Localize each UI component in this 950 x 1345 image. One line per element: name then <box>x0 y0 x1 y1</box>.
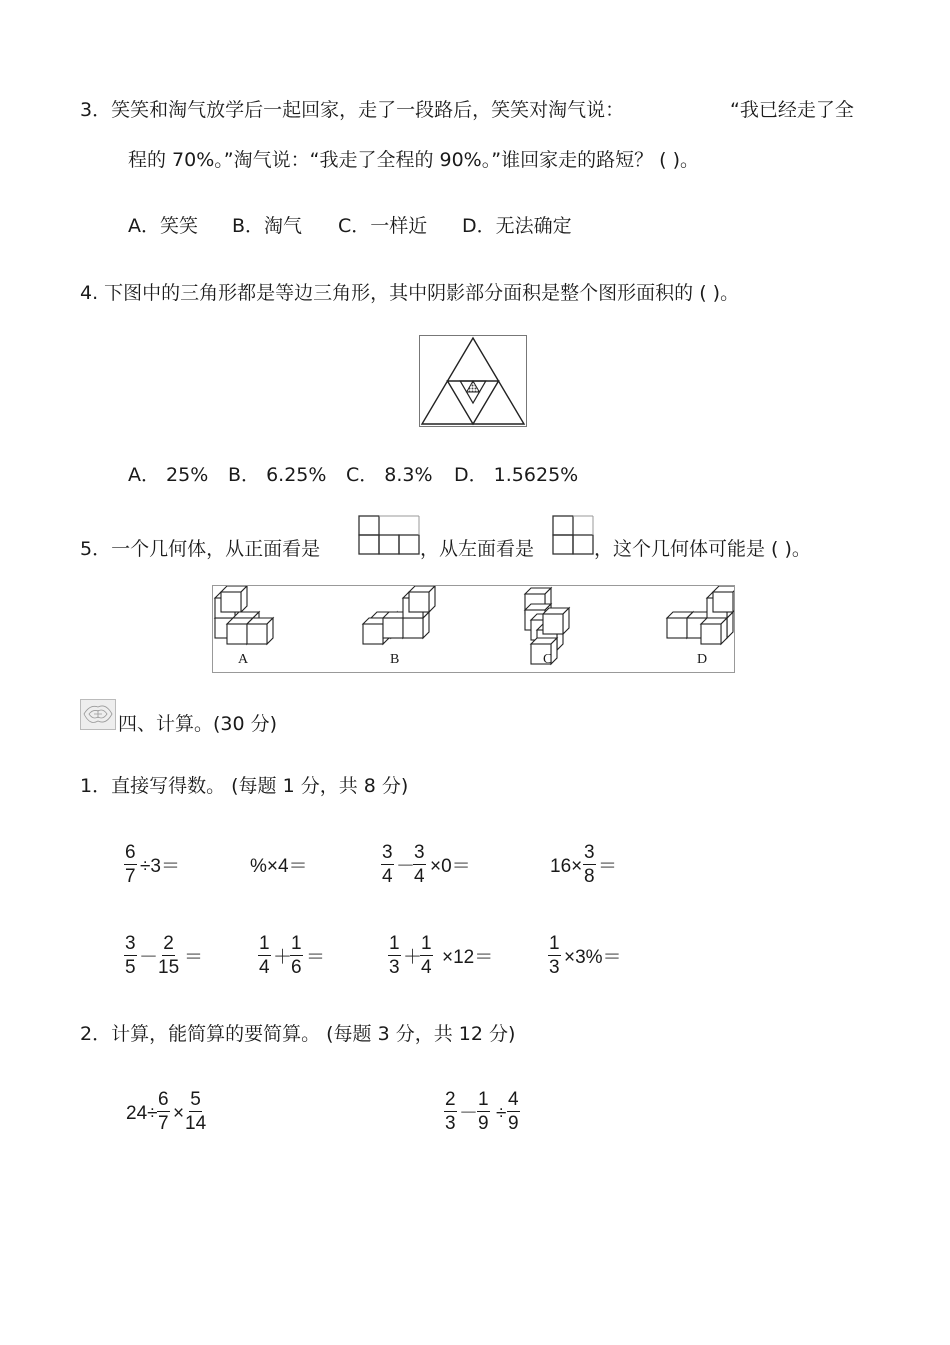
operator: ＋ <box>403 947 423 968</box>
operator: － <box>139 947 159 968</box>
q4-option-c: C． 8.3% <box>346 464 433 486</box>
operator: ＋ <box>273 947 293 968</box>
cube-options-diagram <box>213 586 734 672</box>
p1-title: 1．直接写得数。 (每题 1 分，共 8 分) <box>80 775 409 797</box>
q3-option-c: C．一样近 <box>338 215 428 237</box>
expression-prefix: 24÷ <box>126 1103 158 1124</box>
q3-option-a: A．笑笑 <box>128 215 198 237</box>
fraction: $\frac{2}{3}$ <box>445 1089 456 1134</box>
option-d-cubes <box>667 586 734 644</box>
expression-prefix: 16× <box>550 856 583 877</box>
operator: ÷ <box>496 1103 507 1124</box>
option-label-c: C <box>543 652 553 667</box>
section-title: 四、计算。(30 分) <box>118 713 278 735</box>
expression-rest: ×0＝ <box>430 856 471 877</box>
option-b-cubes <box>363 586 435 644</box>
option-label-b: B <box>390 652 400 667</box>
fraction: $\frac{3}{8}$ <box>584 842 595 887</box>
fraction: $\frac{1}{4}$ <box>259 933 270 978</box>
q4-option-b: B． 6.25% <box>228 464 327 486</box>
shaded-triangle <box>467 381 480 392</box>
fraction: $\frac{3}{4}$ <box>382 842 393 887</box>
q4-option-d: D． 1.5625% <box>454 464 579 486</box>
fraction: $\frac{1}{9}$ <box>478 1089 489 1134</box>
expression-rest: ＝ <box>598 856 618 877</box>
q5-options-figure <box>212 585 735 673</box>
q4-option-a: A． 25% <box>128 464 209 486</box>
q3-option-d: D．无法确定 <box>462 215 572 237</box>
q3-line2: 程的 70%。”淘气说：“我走了全程的 90%。”谁回家走的路短？ ( )。 <box>128 149 699 171</box>
fraction: $\frac{3}{5}$ <box>125 933 136 978</box>
option-label-d: D <box>697 652 708 667</box>
fraction: $\frac{1}{3}$ <box>389 933 400 978</box>
expression-rest: %×4＝ <box>250 856 308 877</box>
fraction: $\frac{3}{4}$ <box>414 842 425 887</box>
expression-rest: ×3%＝ <box>564 947 622 968</box>
fraction: $\frac{1}{6}$ <box>291 933 302 978</box>
triangle-figure <box>419 335 527 427</box>
operator: － <box>396 856 416 877</box>
expression-rest: ×12＝ <box>442 947 494 968</box>
q3-line1: 3．笑笑和淘气放学后一起回家，走了一段路后，笑笑对淘气说： <box>80 99 625 121</box>
q5-text-a: 5．一个几何体，从正面看是 <box>80 538 321 560</box>
q5-text-c: ，这个几何体可能是 ( )。 <box>594 538 811 560</box>
expression-rest: ＝ <box>184 947 204 968</box>
expression-rest: ÷3＝ <box>140 856 180 877</box>
fraction: $\frac{1}{4}$ <box>421 933 432 978</box>
option-label-a: A <box>238 652 249 667</box>
q3-option-b: B．淘气 <box>232 215 303 237</box>
operator: × <box>173 1103 185 1124</box>
nested-triangles-diagram <box>420 336 526 426</box>
expression-rest: ＝ <box>306 947 326 968</box>
q5-text-b: ，从左面看是 <box>420 538 535 560</box>
fraction: $\frac{6}{7}$ <box>158 1089 169 1134</box>
front-view-diagram <box>357 514 421 556</box>
fraction: $\frac{1}{3}$ <box>549 933 560 978</box>
operator: － <box>459 1103 479 1124</box>
section-decoration-icon <box>80 699 116 730</box>
fraction: $\frac{2}{15}$ <box>158 933 180 978</box>
q3-line1-end: “我已经走了全 <box>730 99 854 121</box>
left-view-diagram <box>551 514 595 556</box>
fraction: $\frac{5}{14}$ <box>185 1089 207 1134</box>
fraction: $\frac{6}{7}$ <box>125 842 136 887</box>
fraction: $\frac{4}{9}$ <box>508 1089 519 1134</box>
option-a-cubes <box>215 586 273 644</box>
p2-title: 2．计算，能简算的要简算。 (每题 3 分，共 12 分) <box>80 1023 516 1045</box>
q4-text: 4. 下图中的三角形都是等边三角形，其中阴影部分面积是整个图形面积的 ( )。 <box>80 282 740 304</box>
